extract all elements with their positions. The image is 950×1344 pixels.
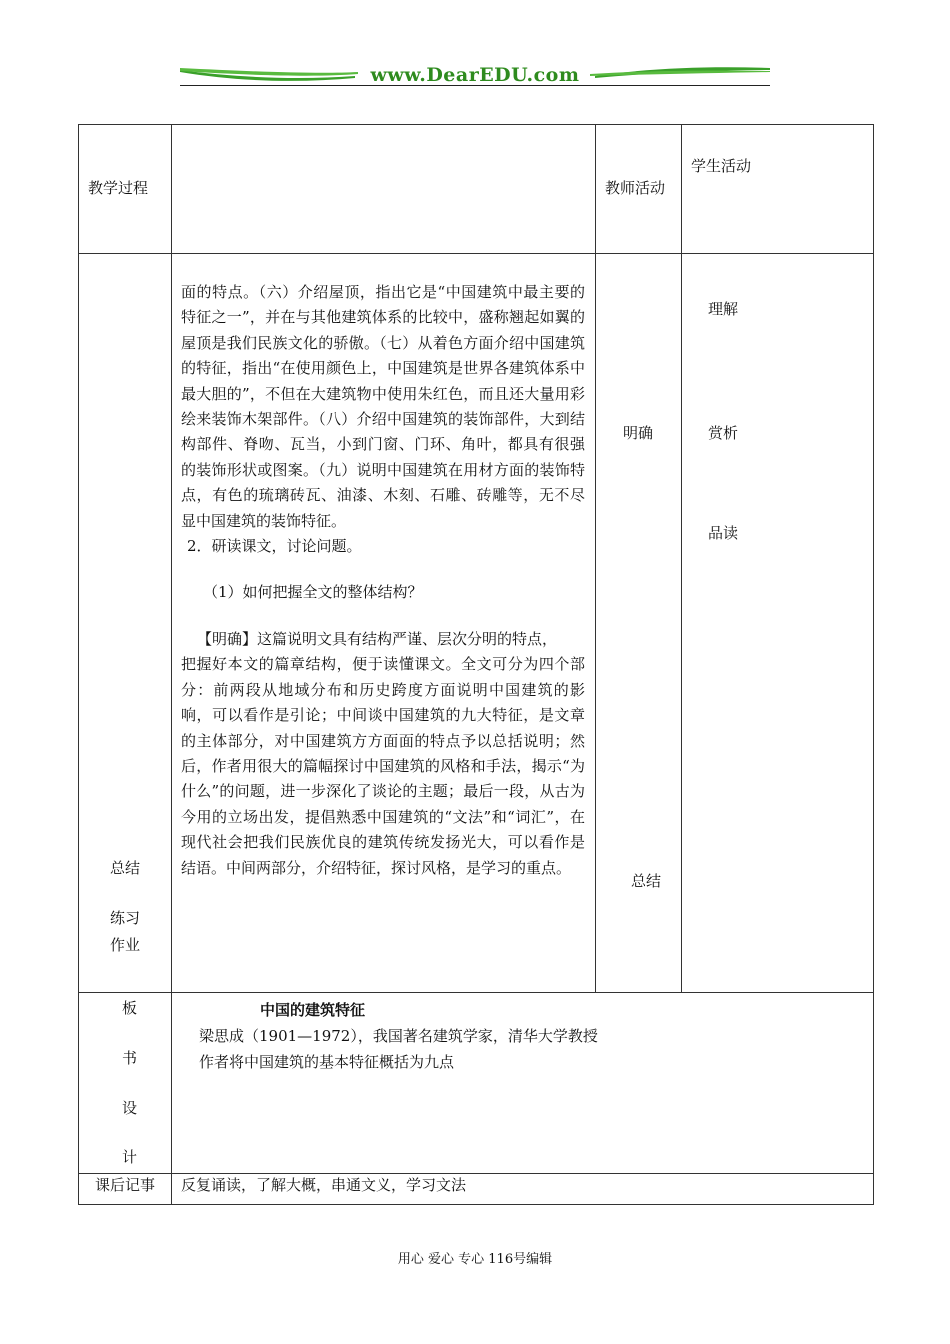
post-class-notes-row	[79, 1174, 874, 1205]
student-activity-label: 学生活动	[682, 125, 874, 254]
page-footer: 用心 爱心 专心 116号编辑	[397, 1252, 553, 1267]
notes-label: 课后记事	[79, 1174, 172, 1205]
student-read: 品读	[708, 524, 739, 542]
question-line: （1）如何把握全文的整体结构？	[203, 583, 423, 602]
board-label-char: 计	[122, 1148, 138, 1166]
lesson-content-cell	[172, 254, 596, 993]
teacher-summary: 总结	[631, 872, 662, 890]
content-paragraph: 面的特点。（六）介绍屋顶，指出它是“中国建筑中最主要的特征之一”，并在与其他建筑体系的比较中，盛称翘起如翼的屋顶是我们民族文化的骄傲。（七）从着色方面介绍中国建筑的特征，指出“在使用颜色上，中国建筑是世界各建筑体系中最大胆的”，不但在大建筑物中使用朱红色，而且还大量用彩绘来装饰木架部件。（八）介绍中国建筑的装饰部件，大到结构部件、脊吻、瓦当，小到门窗、门环、角叶，都具有很强的装饰形状或图案。（九）说明中国建筑在用材方面的装饰特点，有色的琉璃砖瓦、油漆、木刻、石雕、砖雕等，无不尽显中国建筑的装饰特征。	[181, 283, 585, 530]
board-design-row	[79, 993, 874, 1174]
notes-text: 反复诵读，了解大概，串通文义，学习文法	[172, 1174, 874, 1205]
board-label-char: 书	[122, 1049, 138, 1067]
lesson-plan-table	[78, 124, 874, 1205]
teacher-clarify: 明确	[623, 424, 654, 442]
task-line: 2．研读课文，讨论问题。	[187, 537, 362, 556]
board-label-char: 板	[122, 999, 138, 1017]
teacher-activity-label: 教师活动	[596, 125, 682, 254]
student-appreciate: 赏析	[708, 424, 739, 442]
logo-text: www.DearEDU.com	[370, 64, 580, 86]
header-rule	[180, 85, 770, 86]
answer-head: 【明确】这篇说明文具有结构严谨、层次分明的特点，	[197, 629, 558, 648]
content-header	[172, 125, 596, 254]
table-header-row	[79, 125, 874, 254]
board-line: 作者将中国建筑的基本特征概括为九点	[199, 1053, 455, 1071]
board-line: 梁思成（1901—1972），我国著名建筑学家，清华大学教授	[199, 1027, 598, 1045]
student-understand: 理解	[708, 300, 739, 318]
table-body-row	[79, 254, 874, 993]
answer-body: 把握好本文的篇章结构，便于读懂课文。全文可分为四个部分：前两段从地域分布和历史跨度方面说明中国建筑的影响，可以看作是引论；中间谈中国建筑的九大特征，是文章的主体部分，对中国建筑方方面面的特点予以总括说明；然后，作者用很大的篇幅探讨中国建筑的风格和手法，揭示“为什么”的问题，进一步深化了谈论的主题；最后一段，从古为今用的立场出发，提倡熟悉中国建筑的“文法”和“词汇”，在现代社会把我们民族优良的建筑传统发扬光大，可以看作是结语。中间两部分，介绍特征，探讨风格，是学习的重点。	[181, 655, 585, 877]
board-design-content	[172, 993, 874, 1174]
process-label: 教学过程	[79, 125, 172, 254]
student-activity-cell	[682, 254, 874, 993]
board-design-label	[79, 993, 172, 1174]
board-label-char: 设	[122, 1099, 138, 1117]
homework-label: 作业	[110, 936, 141, 954]
teacher-activity-cell	[596, 254, 682, 993]
board-title: 中国的建筑特征	[260, 1001, 366, 1019]
summary-label: 总结	[110, 859, 141, 877]
practice-label: 练习	[110, 909, 141, 927]
process-stage-cell	[79, 254, 172, 993]
